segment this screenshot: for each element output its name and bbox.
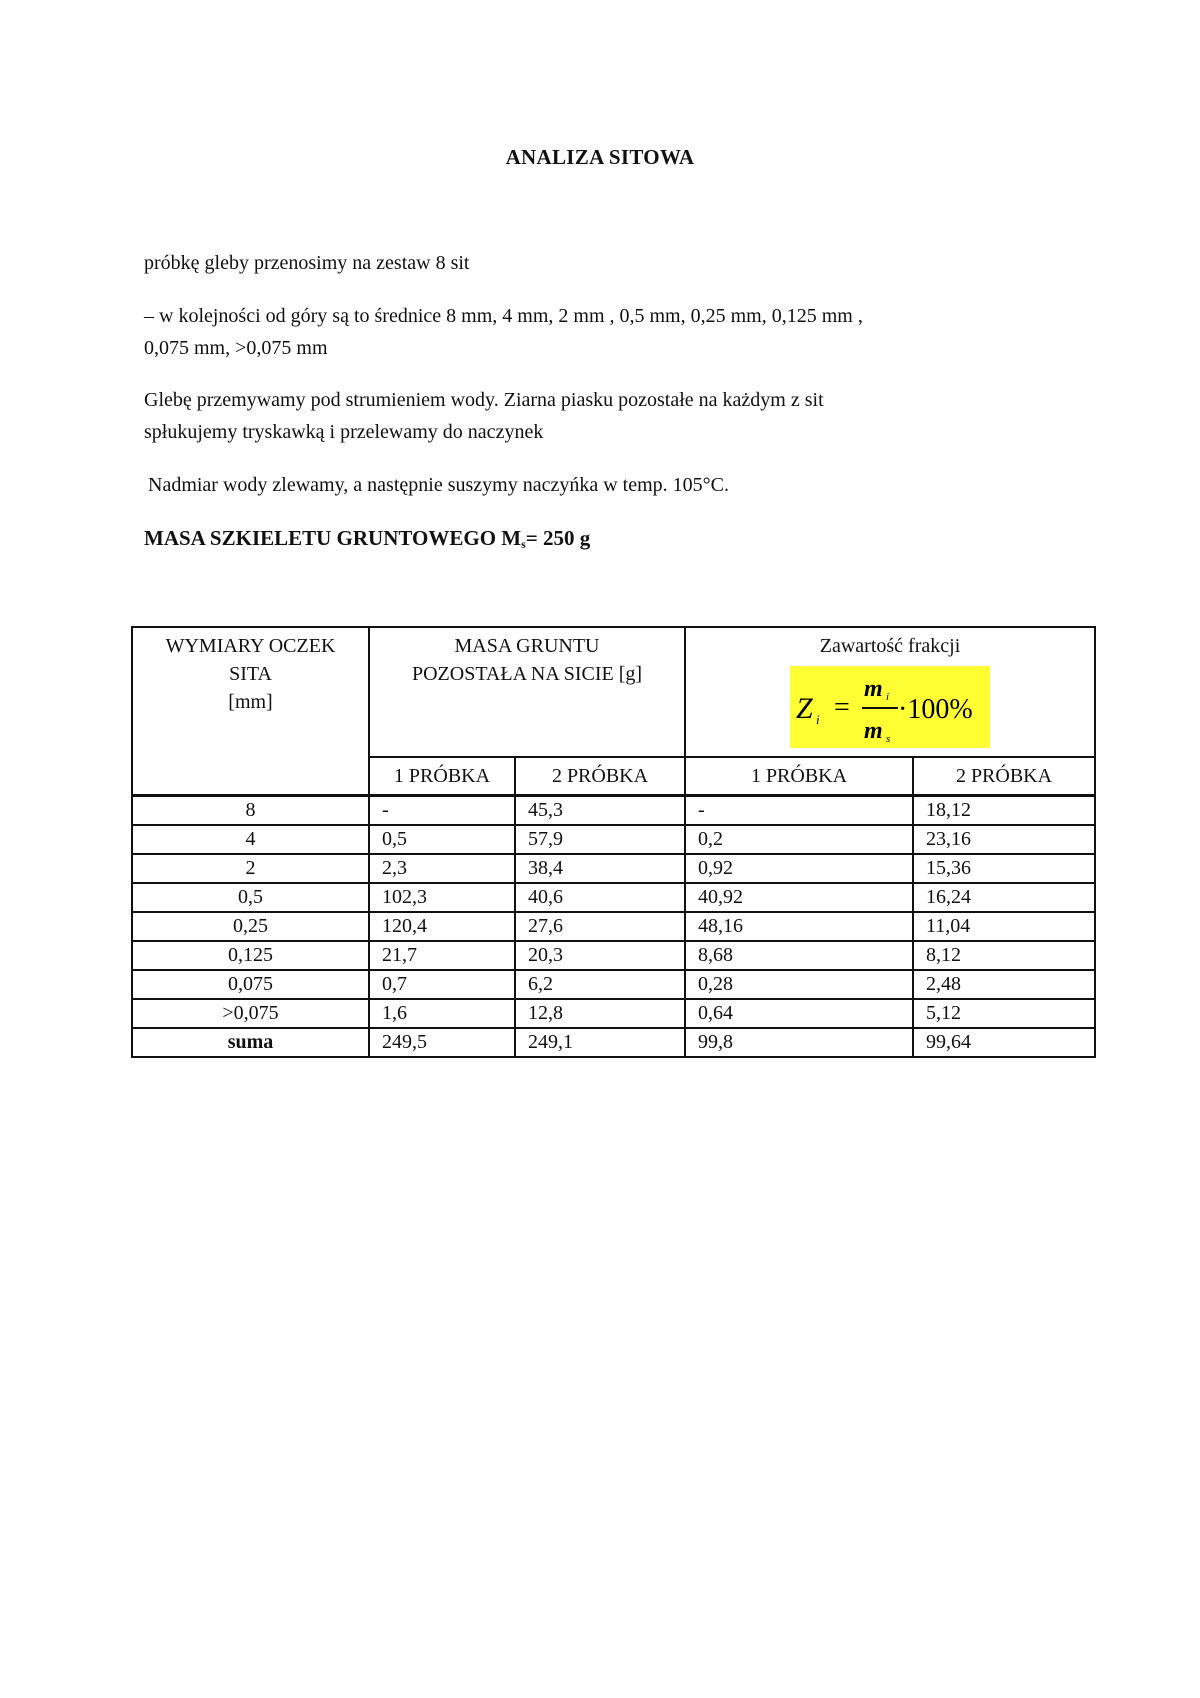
paragraph-drying: Nadmiar wody zlewamy, a następnie suszymy naczyńka w temp. 105°C. [148, 474, 729, 496]
table-row [132, 999, 1095, 1028]
table-cell: 2,3 [369, 854, 515, 883]
formula-numerator-sub: i [886, 691, 890, 703]
formula-denominator-sub: s [886, 733, 891, 745]
table-cell: 102,3 [369, 883, 515, 912]
table-cell: 0,92 [685, 854, 913, 883]
table-row [132, 854, 1095, 883]
table-cell-sieve-size: >0,075 [132, 999, 369, 1028]
table-cell: 57,9 [515, 825, 685, 854]
table-row [132, 883, 1095, 912]
header-fraction-content [685, 627, 1095, 757]
formula-lhs-sub: i [816, 712, 820, 727]
paragraph-rinsing [144, 384, 1044, 448]
table-cell: 6,2 [515, 970, 685, 999]
table-cell: 0,2 [685, 825, 913, 854]
header-fraction-content-label: Zawartość frakcji [819, 635, 961, 657]
table-cell-sieve-size: 0,075 [132, 970, 369, 999]
table-cell-sieve-size: 0,125 [132, 941, 369, 970]
subheader-mass-sample2: 2 PRÓBKA [515, 757, 685, 796]
table-cell: 45,3 [515, 796, 685, 826]
table-cell: 5,12 [913, 999, 1095, 1028]
subheader-mass-sample1: 1 PRÓBKA [369, 757, 515, 796]
table-row [132, 796, 1095, 826]
table-cell-sieve-size: 0,25 [132, 912, 369, 941]
header-sieve-size-line3: [mm] [228, 691, 273, 713]
skeleton-mass-subscript: s [521, 537, 526, 551]
table-cell: 0,64 [685, 999, 913, 1028]
table-cell-sieve-size: 8 [132, 796, 369, 826]
table-cell: 18,12 [913, 796, 1095, 826]
paragraph-sieve-set: próbkę gleby przenosimy na zestaw 8 sit [144, 252, 470, 274]
table-cell: 0,5 [369, 825, 515, 854]
formula-tail: ·100% [898, 694, 973, 725]
paragraph-rinsing-line1: Glebę przemywamy pod strumieniem wody. Ziarna piasku pozostałe na każdym z sit [144, 389, 824, 411]
table-cell-sieve-size: suma [132, 1028, 369, 1057]
table-cell: 16,24 [913, 883, 1095, 912]
table-cell: 99,64 [913, 1028, 1095, 1057]
paragraph-diameters-line2: 0,075 mm, >0,075 mm [144, 337, 328, 359]
table-cell: 40,92 [685, 883, 913, 912]
fraction-formula [790, 666, 990, 748]
table-cell: 249,1 [515, 1028, 685, 1057]
table-row [132, 1028, 1095, 1057]
table-cell: 23,16 [913, 825, 1095, 854]
table-cell: 48,16 [685, 912, 913, 941]
table-cell: 38,4 [515, 854, 685, 883]
table-cell: 99,8 [685, 1028, 913, 1057]
fraction-formula-graphic [790, 666, 990, 748]
subheader-fraction-sample2: 2 PRÓBKA [913, 757, 1095, 796]
table-row [132, 912, 1095, 941]
header-sieve-size-line2: SITA [229, 663, 272, 685]
table-row [132, 941, 1095, 970]
table-row [132, 825, 1095, 854]
table-cell: 21,7 [369, 941, 515, 970]
header-retained-mass [369, 627, 685, 757]
document-title: ANALIZA SITOWA [505, 145, 695, 169]
table-cell: 15,36 [913, 854, 1095, 883]
table-cell: 120,4 [369, 912, 515, 941]
table-cell: 40,6 [515, 883, 685, 912]
table-cell: - [369, 796, 515, 826]
table-cell: 0,28 [685, 970, 913, 999]
formula-numerator: m [864, 676, 883, 702]
table-cell-sieve-size: 0,5 [132, 883, 369, 912]
table-cell-sieve-size: 4 [132, 825, 369, 854]
table-cell-sieve-size: 2 [132, 854, 369, 883]
formula-lhs: Z [796, 692, 813, 725]
header-sieve-size-line1: WYMIARY OCZEK [165, 635, 336, 657]
paragraph-diameters-line1: – w kolejności od góry są to średnice 8 mm, 4 mm, 2 mm , 0,5 mm, 0,25 mm, 0,125 mm , [144, 305, 863, 327]
formula-denominator: m [864, 718, 883, 744]
sieve-analysis-table [131, 626, 1096, 1058]
table-cell: 2,48 [913, 970, 1095, 999]
header-retained-mass-line1: MASA GRUNTU [454, 635, 600, 657]
paragraph-diameters [144, 300, 1044, 364]
table-cell: 8,68 [685, 941, 913, 970]
table-cell: - [685, 796, 913, 826]
skeleton-mass-label: MASA SZKIELETU GRUNTOWEGO M [144, 526, 522, 550]
table-cell: 1,6 [369, 999, 515, 1028]
formula-equals: = [834, 692, 850, 723]
subheader-fraction-sample1: 1 PRÓBKA [685, 757, 913, 796]
header-sieve-size [132, 627, 369, 796]
header-retained-mass-line2: POZOSTAŁA NA SICIE [g] [411, 663, 643, 685]
skeleton-mass-value: = 250 g [525, 526, 591, 550]
table-header-row [132, 627, 1095, 757]
table-cell: 8,12 [913, 941, 1095, 970]
table-row [132, 970, 1095, 999]
table-cell: 27,6 [515, 912, 685, 941]
table-cell: 249,5 [369, 1028, 515, 1057]
skeleton-mass-line [144, 522, 1044, 560]
table-cell: 20,3 [515, 941, 685, 970]
table-body [132, 796, 1095, 1058]
table-cell: 0,7 [369, 970, 515, 999]
paragraph-rinsing-line2: spłukujemy tryskawką i przelewamy do naczynek [144, 421, 544, 443]
table-cell: 11,04 [913, 912, 1095, 941]
table-cell: 12,8 [515, 999, 685, 1028]
